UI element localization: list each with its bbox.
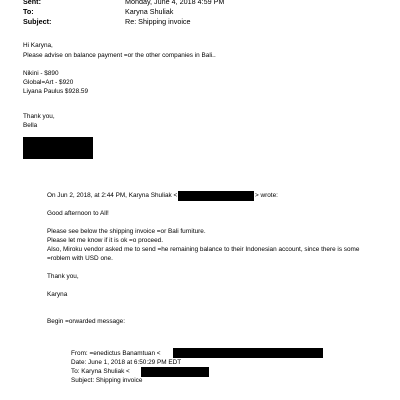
quoted-line-3: Also, Miroku vendor asked me to send =he remaining balance to their Indonesian account, since there is some	[47, 246, 360, 253]
quoted-intro-suffix: > wrote:	[255, 192, 278, 199]
forwarded-from: From: =enedictus Banamtuan <	[71, 350, 161, 357]
quoted-line-1: Please see below the shipping invoice =or Bali furniture.	[47, 228, 206, 235]
forwarded-date: Date: June 1, 2018 at 6:50:29 PM EDT	[71, 359, 182, 366]
redacted-to-address	[141, 367, 209, 377]
forwarded-message-label: Begin =orwarded message:	[47, 318, 125, 325]
quoted-greeting: Good afternoon to All!	[47, 210, 109, 217]
to-label: To:	[23, 7, 34, 16]
quoted-intro-prefix: On Jun 2, 2018, at 2:44 PM, Karyna Shuliak <	[47, 192, 178, 199]
sent-label: Sent:	[23, 0, 41, 6]
forwarded-subject: Subject: Shipping invoice	[71, 377, 143, 384]
reply-line: Please advise on balance payment =or the other companies in Bali..	[23, 52, 216, 59]
redacted-from-address	[173, 348, 323, 358]
forwarded-to: To: Karyna Shuliak <	[71, 368, 130, 375]
quoted-thanks: Thank you,	[47, 273, 79, 280]
reply-thanks: Thank you,	[23, 113, 55, 120]
to-value: Karyna Shuliak	[125, 7, 174, 16]
redacted-email-address	[178, 191, 254, 201]
subject-label: Subject:	[23, 17, 52, 26]
sent-value: Monday, June 4, 2018 4:59 PM	[125, 0, 225, 6]
subject-value: Re: Shipping invoice	[125, 17, 191, 26]
quoted-line-4: =roblem with USD one.	[47, 255, 113, 262]
reply-item-3: Liyana Paulus $928.59	[23, 88, 89, 95]
redacted-signature-block	[23, 137, 93, 159]
reply-greeting: Hi Karyna,	[23, 42, 53, 49]
quoted-line-2: Please let me know if it is ok =o proceed.	[47, 237, 163, 244]
reply-item-1: Nikini - $890	[23, 70, 59, 77]
reply-signature: Bella	[23, 122, 38, 129]
quoted-signature: Karyna	[47, 291, 68, 298]
reply-item-2: Global=Art - $920	[23, 79, 74, 86]
